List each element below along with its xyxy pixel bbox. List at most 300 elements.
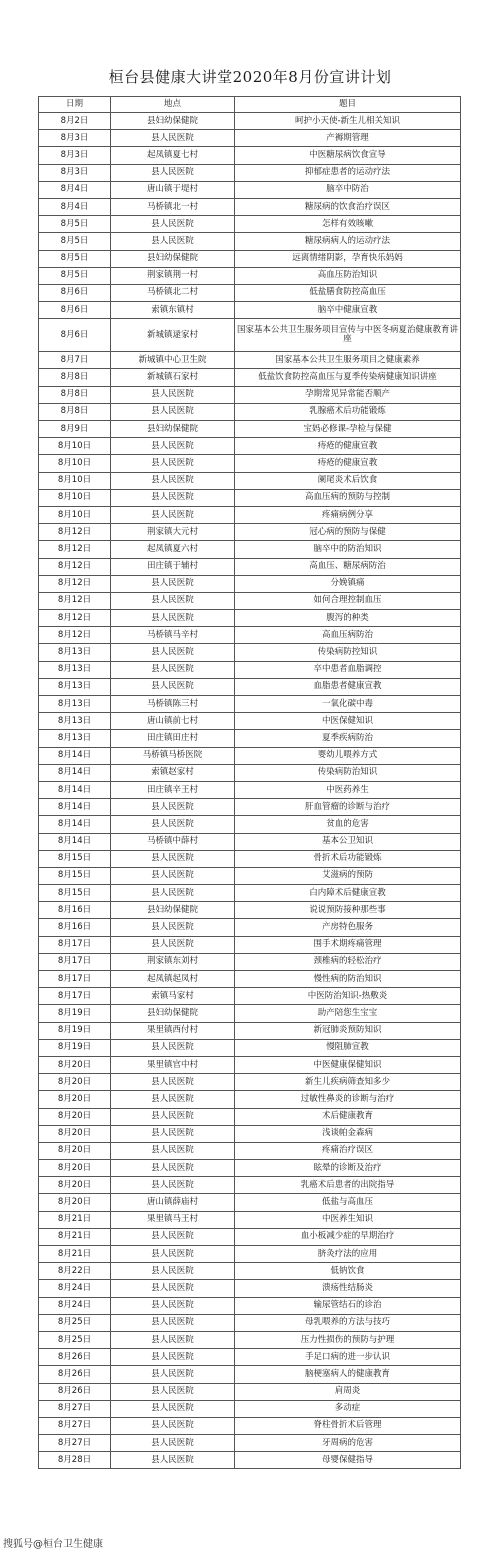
date-cell: 8月21日 [39, 1246, 111, 1263]
location-cell: 县人民医院 [111, 936, 235, 953]
date-cell: 8月12日 [39, 524, 111, 541]
table-row [39, 541, 461, 558]
topic-cell: 婴幼儿喂养方式 [235, 747, 461, 764]
date-cell: 8月3日 [39, 130, 111, 147]
table-row [39, 352, 461, 369]
date-cell: 8月12日 [39, 575, 111, 592]
table-row [39, 1435, 461, 1452]
table-row [39, 678, 461, 695]
date-cell: 8月27日 [39, 1435, 111, 1452]
table-row [39, 164, 461, 181]
table-row [39, 421, 461, 438]
date-cell: 8月22日 [39, 1263, 111, 1280]
table-row [39, 747, 461, 764]
topic-cell: 脑卒中防治 [235, 181, 461, 198]
topic-cell: 手足口病的进一步认识 [235, 1349, 461, 1366]
topic-cell: 过敏性鼻炎的诊断与治疗 [235, 1091, 461, 1108]
table-row [39, 575, 461, 592]
location-cell: 县人民医院 [111, 1280, 235, 1297]
topic-cell: 冠心病的预防与保健 [235, 524, 461, 541]
topic-cell: 新冠肺炎预防知识 [235, 1022, 461, 1039]
topic-cell: 脊柱骨折术后管理 [235, 1417, 461, 1434]
table-row [39, 696, 461, 713]
location-cell: 县人民医院 [111, 799, 235, 816]
topic-cell: 宝妈必修课-孕检与保健 [235, 421, 461, 438]
location-cell: 田庄镇于辅村 [111, 558, 235, 575]
location-cell: 果里镇西付村 [111, 1022, 235, 1039]
date-cell: 8月28日 [39, 1452, 111, 1469]
location-cell: 县人民医院 [111, 575, 235, 592]
table-row [39, 1005, 461, 1022]
date-cell: 8月14日 [39, 764, 111, 781]
location-cell: 县人民医院 [111, 1452, 235, 1469]
date-cell: 8月14日 [39, 799, 111, 816]
table-row [39, 455, 461, 472]
date-cell: 8月5日 [39, 216, 111, 233]
table-row [39, 369, 461, 386]
topic-cell: 如何合理控制血压 [235, 592, 461, 609]
table-row [39, 988, 461, 1005]
topic-cell: 高血压病防治 [235, 627, 461, 644]
date-cell: 8月20日 [39, 1108, 111, 1125]
location-cell: 县人民医院 [111, 1177, 235, 1194]
date-cell: 8月20日 [39, 1074, 111, 1091]
topic-cell: 肝血管瘤的诊断与治疗 [235, 799, 461, 816]
location-cell: 马桥镇马辛村 [111, 627, 235, 644]
topic-cell: 乳癌术后患者的出院指导 [235, 1177, 461, 1194]
location-cell: 马桥镇马桥医院 [111, 747, 235, 764]
date-cell: 8月13日 [39, 730, 111, 747]
table-row [39, 1160, 461, 1177]
topic-cell: 中医药养生 [235, 781, 461, 798]
table-row [39, 1177, 461, 1194]
topic-cell: 一氧化碳中毒 [235, 696, 461, 713]
table-row [39, 250, 461, 267]
date-cell: 8月14日 [39, 816, 111, 833]
table-row [39, 885, 461, 902]
table-row [39, 713, 461, 730]
table-row [39, 302, 461, 319]
table-row [39, 319, 461, 352]
table-row [39, 1263, 461, 1280]
date-cell: 8月17日 [39, 971, 111, 988]
table-row [39, 971, 461, 988]
date-cell: 8月10日 [39, 472, 111, 489]
location-cell: 县人民医院 [111, 1228, 235, 1245]
topic-cell: 贫血的危害 [235, 816, 461, 833]
topic-cell: 腹泻的种类 [235, 610, 461, 627]
topic-cell: 卒中患者血脂调控 [235, 661, 461, 678]
date-cell: 8月12日 [39, 610, 111, 627]
location-cell: 县人民医院 [111, 1108, 235, 1125]
location-cell: 马桥镇北二村 [111, 284, 235, 301]
date-cell: 8月25日 [39, 1314, 111, 1331]
location-cell: 县人民医院 [111, 592, 235, 609]
location-cell: 县人民医院 [111, 1142, 235, 1159]
table-row [39, 1452, 461, 1469]
header-date: 日期 [39, 97, 111, 113]
table-row [39, 1349, 461, 1366]
date-cell: 8月26日 [39, 1383, 111, 1400]
date-cell: 8月12日 [39, 627, 111, 644]
location-cell: 县人民医院 [111, 919, 235, 936]
date-cell: 8月25日 [39, 1331, 111, 1348]
table-header-row [39, 97, 461, 113]
topic-cell: 说说预防接种那些事 [235, 902, 461, 919]
location-cell: 马桥镇北一村 [111, 198, 235, 215]
date-cell: 8月12日 [39, 592, 111, 609]
page-title: 桓台县健康大讲堂2020年8月份宣讲计划 [108, 68, 392, 86]
table-row [39, 438, 461, 455]
topic-cell: 母乳喂养的方法与技巧 [235, 1314, 461, 1331]
table-row [39, 284, 461, 301]
date-cell: 8月19日 [39, 1005, 111, 1022]
topic-cell: 慢性病的防治知识 [235, 971, 461, 988]
location-cell: 索镇赵家村 [111, 764, 235, 781]
table-row [39, 1125, 461, 1142]
date-cell: 8月15日 [39, 867, 111, 884]
location-cell: 县人民医院 [111, 472, 235, 489]
table-row [39, 113, 461, 130]
table-row [39, 799, 461, 816]
location-cell: 唐山镇前七村 [111, 713, 235, 730]
date-cell: 8月6日 [39, 284, 111, 301]
location-cell: 县人民医院 [111, 164, 235, 181]
table-row [39, 661, 461, 678]
location-cell: 果里镇官中村 [111, 1056, 235, 1073]
table-row [39, 1331, 461, 1348]
topic-cell: 低钠饮食 [235, 1263, 461, 1280]
topic-cell: 呵护小天使-新生儿相关知识 [235, 113, 461, 130]
topic-cell: 中医养生知识 [235, 1211, 461, 1228]
location-cell: 唐山镇薛庙村 [111, 1194, 235, 1211]
date-cell: 8月13日 [39, 696, 111, 713]
location-cell: 县人民医院 [111, 678, 235, 695]
location-cell: 县人民医院 [111, 885, 235, 902]
location-cell: 县人民医院 [111, 610, 235, 627]
topic-cell: 低盐膳食防控高血压 [235, 284, 461, 301]
date-cell: 8月10日 [39, 455, 111, 472]
table-row [39, 1246, 461, 1263]
location-cell: 县人民医院 [111, 1349, 235, 1366]
location-cell: 县人民医院 [111, 1039, 235, 1056]
location-cell: 县人民医院 [111, 1400, 235, 1417]
topic-cell: 牙周病的危害 [235, 1435, 461, 1452]
location-cell: 索镇东镇村 [111, 302, 235, 319]
table-row [39, 1417, 461, 1434]
table-row [39, 267, 461, 284]
topic-cell: 中医糖尿病饮食宣导 [235, 147, 461, 164]
date-cell: 8月3日 [39, 164, 111, 181]
location-cell: 马桥镇陈三村 [111, 696, 235, 713]
topic-cell: 新生儿疾病筛查知多少 [235, 1074, 461, 1091]
date-cell: 8月21日 [39, 1228, 111, 1245]
location-cell: 县人民医院 [111, 1417, 235, 1434]
location-cell: 果里镇马王村 [111, 1211, 235, 1228]
topic-cell: 助产陪您生宝宝 [235, 1005, 461, 1022]
table-row [39, 524, 461, 541]
topic-cell: 高血压病的预防与控制 [235, 489, 461, 506]
location-cell: 县人民医院 [111, 816, 235, 833]
location-cell: 县人民医院 [111, 867, 235, 884]
location-cell: 县人民医院 [111, 489, 235, 506]
location-cell: 县人民医院 [111, 1246, 235, 1263]
table-row [39, 216, 461, 233]
location-cell: 县人民医院 [111, 850, 235, 867]
table-row [39, 816, 461, 833]
date-cell: 8月4日 [39, 181, 111, 198]
topic-cell: 血小板减少症的早期治疗 [235, 1228, 461, 1245]
table-row [39, 489, 461, 506]
table-row [39, 558, 461, 575]
topic-cell: 疼痛病例分享 [235, 506, 461, 523]
location-cell: 起凤镇夏七村 [111, 147, 235, 164]
topic-cell: 国家基本公共卫生服务项目宣传与中医冬病夏治健康教育讲座 [235, 319, 461, 352]
date-cell: 8月16日 [39, 919, 111, 936]
topic-cell: 眩晕的诊断及治疗 [235, 1160, 461, 1177]
topic-cell: 脑梗塞病人的健康教育 [235, 1366, 461, 1383]
location-cell: 新城镇中心卫生院 [111, 352, 235, 369]
table-row [39, 919, 461, 936]
date-cell: 8月26日 [39, 1366, 111, 1383]
date-cell: 8月20日 [39, 1056, 111, 1073]
location-cell: 县人民医院 [111, 403, 235, 420]
location-cell: 县人民医院 [111, 1331, 235, 1348]
table-row [39, 936, 461, 953]
date-cell: 8月14日 [39, 781, 111, 798]
date-cell: 8月13日 [39, 713, 111, 730]
topic-cell: 产褥期管理 [235, 130, 461, 147]
table-row [39, 953, 461, 970]
date-cell: 8月19日 [39, 1022, 111, 1039]
topic-cell: 传染病防控知识 [235, 644, 461, 661]
date-cell: 8月12日 [39, 541, 111, 558]
location-cell: 县人民医院 [111, 216, 235, 233]
topic-cell: 乳腺癌术后功能锻炼 [235, 403, 461, 420]
date-cell: 8月20日 [39, 1125, 111, 1142]
date-cell: 8月13日 [39, 661, 111, 678]
date-cell: 8月2日 [39, 113, 111, 130]
date-cell: 8月13日 [39, 644, 111, 661]
table-row [39, 833, 461, 850]
table-row [39, 1091, 461, 1108]
location-cell: 田庄镇辛王村 [111, 781, 235, 798]
location-cell: 县人民医院 [111, 130, 235, 147]
table-row [39, 1074, 461, 1091]
date-cell: 8月21日 [39, 1211, 111, 1228]
date-cell: 8月10日 [39, 506, 111, 523]
table-row [39, 1056, 461, 1073]
location-cell: 起凤镇起凤村 [111, 971, 235, 988]
location-cell: 县人民医院 [111, 506, 235, 523]
header-topic: 题目 [235, 97, 461, 113]
topic-cell: 远离情绪阴影，孕育快乐妈妈 [235, 250, 461, 267]
table-row [39, 1314, 461, 1331]
table-row [39, 1297, 461, 1314]
topic-cell: 颈椎病的轻松治疗 [235, 953, 461, 970]
date-cell: 8月16日 [39, 902, 111, 919]
topic-cell: 输尿管结石的诊治 [235, 1297, 461, 1314]
location-cell: 县妇幼保健院 [111, 421, 235, 438]
topic-cell: 中医保健知识 [235, 713, 461, 730]
date-cell: 8月26日 [39, 1349, 111, 1366]
topic-cell: 痔疮的健康宣教 [235, 455, 461, 472]
table-row [39, 627, 461, 644]
topic-cell: 低盐与高血压 [235, 1194, 461, 1211]
topic-cell: 低盐饮食防控高血压与夏季传染病健康知识讲座 [235, 369, 461, 386]
table-row [39, 781, 461, 798]
topic-cell: 糖尿病的饮食治疗误区 [235, 198, 461, 215]
table-row [39, 386, 461, 403]
location-cell: 县人民医院 [111, 1314, 235, 1331]
date-cell: 8月7日 [39, 352, 111, 369]
topic-cell: 分娩镇痛 [235, 575, 461, 592]
topic-cell: 高血压防治知识 [235, 267, 461, 284]
location-cell: 县人民医院 [111, 1091, 235, 1108]
table-row [39, 644, 461, 661]
topic-cell: 中医防治知识-热敷炎 [235, 988, 461, 1005]
date-cell: 8月20日 [39, 1177, 111, 1194]
date-cell: 8月14日 [39, 833, 111, 850]
date-cell: 8月20日 [39, 1142, 111, 1159]
location-cell: 马桥镇中薛村 [111, 833, 235, 850]
location-cell: 县人民医院 [111, 1297, 235, 1314]
date-cell: 8月27日 [39, 1400, 111, 1417]
topic-cell: 国家基本公共卫生服务项目之健康素养 [235, 352, 461, 369]
location-cell: 县人民医院 [111, 644, 235, 661]
location-cell: 县人民医院 [111, 1366, 235, 1383]
topic-cell: 白内障术后健康宣教 [235, 885, 461, 902]
location-cell: 县妇幼保健院 [111, 113, 235, 130]
date-cell: 8月12日 [39, 558, 111, 575]
date-cell: 8月10日 [39, 489, 111, 506]
topic-cell: 糖尿病病人的运动疗法 [235, 233, 461, 250]
date-cell: 8月17日 [39, 953, 111, 970]
topic-cell: 基本公卫知识 [235, 833, 461, 850]
location-cell: 荆家镇东刘村 [111, 953, 235, 970]
topic-cell: 传染病防治知识 [235, 764, 461, 781]
table-row [39, 730, 461, 747]
table-row [39, 130, 461, 147]
table-row [39, 867, 461, 884]
table-row [39, 1108, 461, 1125]
date-cell: 8月17日 [39, 988, 111, 1005]
topic-cell: 疼痛治疗误区 [235, 1142, 461, 1159]
date-cell: 8月8日 [39, 386, 111, 403]
date-cell: 8月20日 [39, 1091, 111, 1108]
topic-cell: 中医健康保健知识 [235, 1056, 461, 1073]
date-cell: 8月17日 [39, 936, 111, 953]
table-row [39, 1383, 461, 1400]
topic-cell: 产房特色服务 [235, 919, 461, 936]
topic-cell: 肩周炎 [235, 1383, 461, 1400]
topic-cell: 溃疡性结肠炎 [235, 1280, 461, 1297]
date-cell: 8月14日 [39, 747, 111, 764]
topic-cell: 高血压、糖尿病防治 [235, 558, 461, 575]
date-cell: 8月24日 [39, 1280, 111, 1297]
table-row [39, 403, 461, 420]
table-row [39, 1194, 461, 1211]
location-cell: 县人民医院 [111, 386, 235, 403]
location-cell: 县人民医院 [111, 1383, 235, 1400]
table-row [39, 1211, 461, 1228]
date-cell: 8月10日 [39, 438, 111, 455]
location-cell: 县人民医院 [111, 438, 235, 455]
location-cell: 荆家镇荆一村 [111, 267, 235, 284]
location-cell: 县人民医院 [111, 455, 235, 472]
date-cell: 8月9日 [39, 421, 111, 438]
table-row [39, 233, 461, 250]
location-cell: 荆家镇大元村 [111, 524, 235, 541]
date-cell: 8月13日 [39, 678, 111, 695]
table-row [39, 1022, 461, 1039]
topic-cell: 抑郁症患者的运动疗法 [235, 164, 461, 181]
location-cell: 索镇马家村 [111, 988, 235, 1005]
table-row [39, 181, 461, 198]
date-cell: 8月3日 [39, 147, 111, 164]
topic-cell: 骨折术后功能锻炼 [235, 850, 461, 867]
table-row [39, 610, 461, 627]
date-cell: 8月27日 [39, 1417, 111, 1434]
table-body [39, 113, 461, 1469]
table-row [39, 592, 461, 609]
location-cell: 县人民医院 [111, 1074, 235, 1091]
location-cell: 县人民医院 [111, 1435, 235, 1452]
topic-cell: 母婴保健指导 [235, 1452, 461, 1469]
schedule-table [38, 96, 461, 1469]
topic-cell: 夏季疾病防治 [235, 730, 461, 747]
table-row [39, 1142, 461, 1159]
date-cell: 8月6日 [39, 319, 111, 352]
location-cell: 起凤镇夏六村 [111, 541, 235, 558]
date-cell: 8月15日 [39, 850, 111, 867]
topic-cell: 脐灸疗法的应用 [235, 1246, 461, 1263]
location-cell: 县妇幼保健院 [111, 902, 235, 919]
location-cell: 田庄镇田庄村 [111, 730, 235, 747]
table-row [39, 1039, 461, 1056]
topic-cell: 术后健康教育 [235, 1108, 461, 1125]
topic-cell: 多动症 [235, 1400, 461, 1417]
date-cell: 8月5日 [39, 267, 111, 284]
date-cell: 8月4日 [39, 198, 111, 215]
topic-cell: 孕期常见异常能否顺产 [235, 386, 461, 403]
topic-cell: 血脂患者健康宣教 [235, 678, 461, 695]
table-row [39, 198, 461, 215]
location-cell: 新城镇石家村 [111, 369, 235, 386]
location-cell: 县妇幼保健院 [111, 1005, 235, 1022]
location-cell: 新城镇逯家村 [111, 319, 235, 352]
date-cell: 8月15日 [39, 885, 111, 902]
table-row [39, 902, 461, 919]
topic-cell: 痔疮的健康宣教 [235, 438, 461, 455]
date-cell: 8月24日 [39, 1297, 111, 1314]
date-cell: 8月5日 [39, 250, 111, 267]
date-cell: 8月5日 [39, 233, 111, 250]
topic-cell: 阑尾炎术后饮食 [235, 472, 461, 489]
footer-watermark: 搜狐号@桓台卫生健康 [3, 1539, 103, 1550]
table-row [39, 1228, 461, 1245]
topic-cell: 怎样有效咳嗽 [235, 216, 461, 233]
date-cell: 8月6日 [39, 302, 111, 319]
location-cell: 县人民医院 [111, 1160, 235, 1177]
table-row [39, 506, 461, 523]
location-cell: 县人民医院 [111, 661, 235, 678]
table-row [39, 1280, 461, 1297]
location-cell: 县人民医院 [111, 1125, 235, 1142]
topic-cell: 脑卒中健康宣教 [235, 302, 461, 319]
table-row [39, 764, 461, 781]
date-cell: 8月20日 [39, 1194, 111, 1211]
